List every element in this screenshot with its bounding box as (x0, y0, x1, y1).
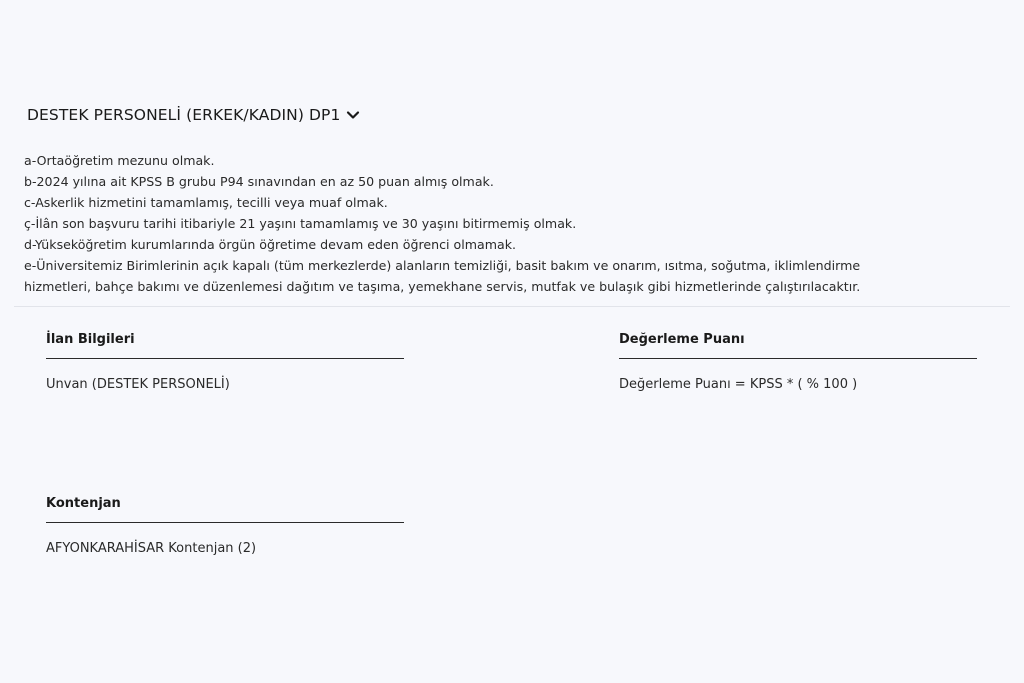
requirement-item: d-Yükseköğretim kurumlarında örgün öğretime devam eden öğrenci olmamak. (24, 237, 516, 252)
position-title: DESTEK PERSONELİ (ERKEK/KADIN) DP1 (27, 106, 341, 124)
section-value: Değerleme Puanı = KPSS * ( % 100 ) (619, 377, 858, 392)
ilan-bilgileri-section (46, 332, 404, 392)
section-value: AFYONKARAHİSAR Kontenjan (2) (46, 541, 257, 556)
requirements-list (24, 150, 984, 297)
section-title: Kontenjan (46, 496, 121, 511)
section-underline (46, 358, 404, 359)
section-title: İlan Bilgileri (46, 332, 135, 347)
section-underline (46, 522, 404, 523)
position-header[interactable] (27, 106, 360, 124)
chevron-down-icon[interactable] (346, 108, 360, 122)
section-divider (14, 306, 1010, 307)
requirement-item: b-2024 yılına ait KPSS B grubu P94 sınavından en az 50 puan almış olmak. (24, 174, 494, 189)
degerleme-puani-section (619, 332, 977, 392)
requirement-item: e-Üniversitemiz Birimlerinin açık kapalı (tüm merkezlerde) alanların temizliği, basit bakım ve onarım, ısıtma, soğutma, iklimlendirme (24, 258, 861, 273)
section-value: Unvan (DESTEK PERSONELİ) (46, 377, 230, 392)
requirement-item: c-Askerlik hizmetini tamamlamış, tecilli veya muaf olmak. (24, 195, 388, 210)
requirement-item: ç-İlân son başvuru tarihi itibariyle 21 yaşını tamamlamış ve 30 yaşını bitirmemiş olmak. (24, 216, 577, 231)
section-title: Değerleme Puanı (619, 332, 745, 347)
kontenjan-section (46, 496, 404, 556)
requirement-item: hizmetleri, bahçe bakımı ve düzenlemesi dağıtım ve taşıma, yemekhane servis, mutfak ve bulaşık gibi hizmetlerinde çalıştırılacaktır. (24, 279, 861, 294)
requirement-item: a-Ortaöğretim mezunu olmak. (24, 153, 215, 168)
section-underline (619, 358, 977, 359)
